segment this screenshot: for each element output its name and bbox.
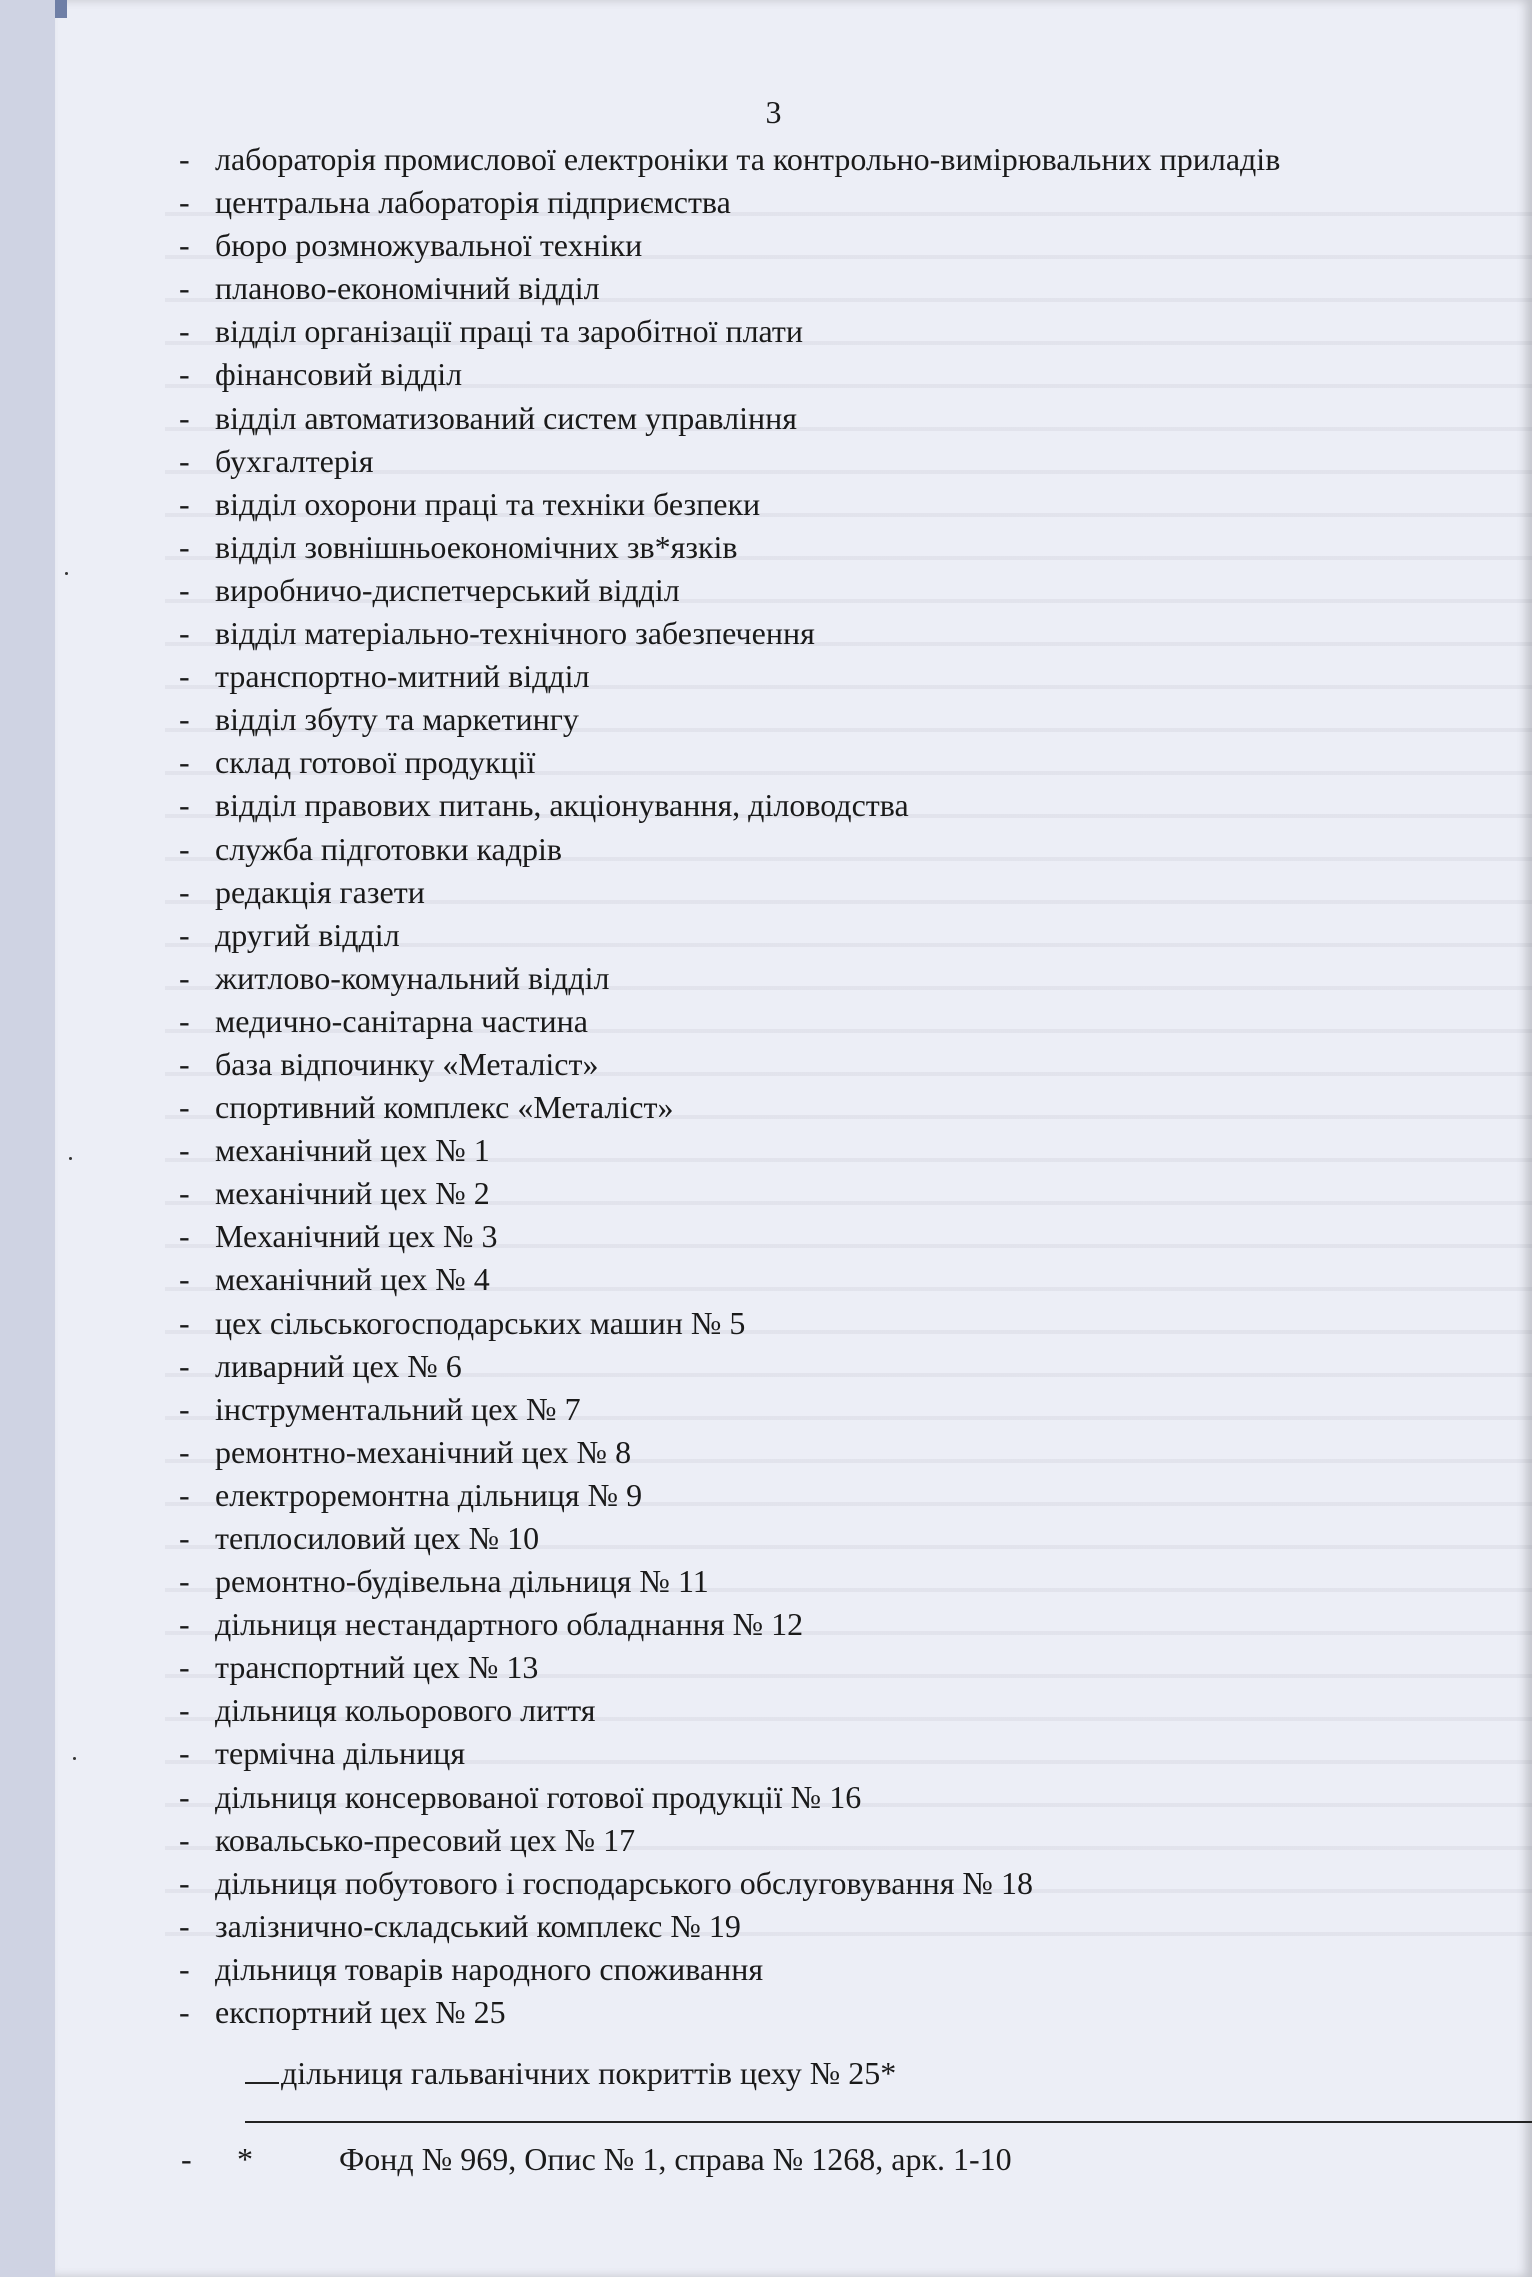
list-item-label: відділ зовнішньоекономічних зв*язків — [215, 528, 738, 565]
list-bullet-dash: - — [179, 787, 190, 824]
list-bullet-dash: - — [179, 1045, 190, 1082]
list-item-label: редакція газети — [215, 873, 425, 910]
list-item — [175, 871, 1495, 914]
list-bullet-dash: - — [179, 1649, 190, 1686]
list-item — [175, 569, 1495, 612]
list-item-label: відділ автоматизований систем управління — [215, 399, 797, 436]
list-item — [175, 1172, 1495, 1215]
list-item — [175, 1388, 1495, 1431]
list-item — [175, 1086, 1495, 1129]
footnote-divider — [245, 2121, 1532, 2123]
list-bullet-dash: - — [179, 141, 190, 177]
list-item — [175, 1431, 1495, 1474]
list-item — [175, 1215, 1495, 1258]
list-item — [175, 1474, 1495, 1517]
list-item-label: Механічний цех № 3 — [215, 1218, 498, 1255]
list-bullet-dash: - — [179, 1864, 190, 1901]
list-bullet-dash: - — [179, 916, 190, 953]
list-item-label: другий відділ — [215, 916, 400, 953]
last-list-item-label: дільниця гальванічних покриттів цеху № 25* — [281, 2055, 897, 2091]
list-item — [175, 1517, 1495, 1560]
list-item — [175, 1905, 1495, 1948]
list-item — [175, 1603, 1495, 1646]
list-item — [175, 224, 1495, 267]
list-bullet-dash: - — [179, 1476, 190, 1513]
list-bullet-dash: - — [179, 399, 190, 436]
list-item-label: ремонтно-будівельна дільниця № 11 — [215, 1563, 709, 1600]
list-item-label: база відпочинку «Металіст» — [215, 1045, 599, 1082]
list-item — [175, 353, 1495, 396]
list-item-label: термічна дільниця — [215, 1735, 466, 1772]
list-item-label: транспортний цех № 13 — [215, 1649, 539, 1686]
list-item — [175, 138, 1495, 181]
list-bullet-dash: - — [179, 1520, 190, 1556]
last-list-item — [245, 2052, 896, 2095]
list-bullet-dash: - — [179, 184, 190, 221]
list-item-label: механічний цех № 1 — [215, 1132, 490, 1169]
list-item-label: дільниця консервованої готової продукції № 16 — [215, 1778, 862, 1815]
list-bullet-dash: - — [179, 1778, 190, 1815]
list-bullet-dash: - — [179, 227, 190, 264]
list-item — [175, 1948, 1495, 1991]
list-item-label: бюро розмножувальної техніки — [215, 227, 643, 264]
document-page — [55, 0, 1532, 2277]
list-bullet-dash: - — [179, 571, 190, 608]
list-bullet-dash: - — [179, 1994, 190, 2031]
list-bullet-dash: - — [179, 615, 190, 652]
list-item — [175, 1991, 1495, 2034]
list-item — [175, 1043, 1495, 1086]
list-item-label: житлово-комунальний відділ — [215, 959, 610, 996]
underline-lead — [245, 2056, 279, 2084]
list-item-label: медично-санітарна частина — [215, 1002, 588, 1039]
list-item-label: виробничо-диспетчерський відділ — [215, 571, 680, 608]
list-bullet-dash: - — [179, 528, 190, 565]
list-item-label: дільниця кольорового лиття — [215, 1692, 596, 1729]
list-bullet-dash: - — [179, 313, 190, 350]
list-bullet-dash: - — [179, 658, 190, 695]
list-item — [175, 440, 1495, 483]
list-bullet-dash: - — [179, 1089, 190, 1126]
list-item — [175, 1000, 1495, 1043]
list-item-label: склад готової продукції — [215, 744, 536, 781]
list-item-label: експортний цех № 25 — [215, 1994, 506, 2031]
list-item-label: центральна лабораторія підприємства — [215, 184, 731, 221]
list-item — [175, 397, 1495, 440]
list-item — [175, 784, 1495, 827]
list-bullet-dash: - — [179, 1390, 190, 1427]
list-item-label: дільниця нестандартного обладнання № 12 — [215, 1606, 804, 1643]
margin-dot — [69, 1157, 72, 1160]
list-item-label: ремонтно-механічний цех № 8 — [215, 1433, 632, 1470]
list-item — [175, 1646, 1495, 1689]
list-item — [175, 181, 1495, 224]
list-bullet-dash: - — [179, 701, 190, 738]
list-item-label: електроремонтна дільниця № 9 — [215, 1476, 643, 1513]
list-item-label: відділ правових питань, акціонування, діловодства — [215, 787, 909, 824]
list-item — [175, 1560, 1495, 1603]
list-item — [175, 1819, 1495, 1862]
list-bullet-dash: - — [179, 1218, 190, 1255]
list-item-label: фінансовий відділ — [215, 356, 463, 393]
list-bullet-dash: - — [179, 1821, 190, 1858]
margin-dot — [65, 572, 68, 575]
list-item — [175, 957, 1495, 1000]
footnote — [177, 2138, 1012, 2181]
footnote-dash: - — [181, 2141, 192, 2177]
list-bullet-dash: - — [179, 1563, 190, 1600]
list-item-label: інструментальний цех № 7 — [215, 1390, 581, 1427]
list-item — [175, 1776, 1495, 1819]
list-bullet-dash: - — [179, 1606, 190, 1643]
list-item-label: дільниця побутового і господарського обслуговування № 18 — [215, 1864, 1033, 1901]
list-item-label: бухгалтерія — [215, 442, 374, 479]
list-item-label: механічний цех № 2 — [215, 1175, 490, 1212]
list-bullet-dash: - — [179, 485, 190, 522]
list-bullet-dash: - — [179, 270, 190, 307]
margin-dot — [73, 1757, 76, 1760]
list-item-label: дільниця товарів народного споживання — [215, 1950, 764, 1987]
list-item-label: залізнично-складський комплекс № 19 — [215, 1907, 741, 1944]
list-item-label: механічний цех № 4 — [215, 1261, 490, 1298]
list-item — [175, 1302, 1495, 1345]
list-item — [175, 655, 1495, 698]
list-item — [175, 741, 1495, 784]
list-item-label: теплосиловий цех № 10 — [215, 1520, 540, 1556]
list-item-label: ливарний цех № 6 — [215, 1347, 462, 1384]
list-bullet-dash: - — [179, 1304, 190, 1341]
scan-corner-mark — [55, 0, 67, 18]
list-bullet-dash: - — [179, 744, 190, 781]
scan-background — [0, 0, 55, 2277]
list-item — [175, 1862, 1495, 1905]
list-item-label: планово-економічний відділ — [215, 270, 600, 307]
list-item — [175, 1258, 1495, 1301]
list-bullet-dash: - — [179, 873, 190, 910]
list-bullet-dash: - — [179, 1347, 190, 1384]
list-item — [175, 526, 1495, 569]
list-bullet-dash: - — [179, 1692, 190, 1729]
list-bullet-dash: - — [179, 1950, 190, 1987]
list-bullet-dash: - — [179, 1132, 190, 1169]
list-item-label: цех сільськогосподарських машин № 5 — [215, 1304, 746, 1341]
list-item-label: транспортно-митний відділ — [215, 658, 590, 695]
list-item-label: відділ охорони праці та техніки безпеки — [215, 485, 761, 522]
list-item-label: лабораторія промислової електроніки та контрольно-вимірювальних приладів — [215, 141, 1281, 177]
list-item-label: відділ організації праці та заробітної плати — [215, 313, 804, 350]
list-item — [175, 1689, 1495, 1732]
list-bullet-dash: - — [179, 1907, 190, 1944]
list-item — [175, 1129, 1495, 1172]
list-item — [175, 1345, 1495, 1388]
list-item-label: відділ збуту та маркетингу — [215, 701, 579, 738]
list-item — [175, 698, 1495, 741]
list-item — [175, 1732, 1495, 1775]
list-bullet-dash: - — [179, 1261, 190, 1298]
list-bullet-dash: - — [179, 1735, 190, 1772]
list-item — [175, 483, 1495, 526]
list-bullet-dash: - — [179, 442, 190, 479]
footnote-marker: * — [237, 2141, 253, 2177]
list-item-label: відділ матеріально-технічного забезпечення — [215, 615, 815, 652]
footnote-text: Фонд № 969, Опис № 1, справа № 1268, арк. 1-10 — [339, 2141, 1012, 2177]
list-bullet-dash: - — [179, 356, 190, 393]
list-item — [175, 914, 1495, 957]
list-bullet-dash: - — [179, 1433, 190, 1470]
list-item-label: спортивний комплекс «Металіст» — [215, 1089, 674, 1126]
list-item — [175, 267, 1495, 310]
list-bullet-dash: - — [179, 1175, 190, 1212]
page-number: 3 — [765, 94, 782, 130]
list-item — [175, 828, 1495, 871]
list-item-label: ковальсько-пресовий цех № 17 — [215, 1821, 636, 1858]
list-bullet-dash: - — [179, 830, 190, 867]
list-item-label: служба підготовки кадрів — [215, 830, 563, 867]
department-list — [175, 138, 1495, 2034]
list-bullet-dash: - — [179, 1002, 190, 1039]
list-bullet-dash: - — [179, 959, 190, 996]
list-item — [175, 612, 1495, 655]
list-item — [175, 310, 1495, 353]
